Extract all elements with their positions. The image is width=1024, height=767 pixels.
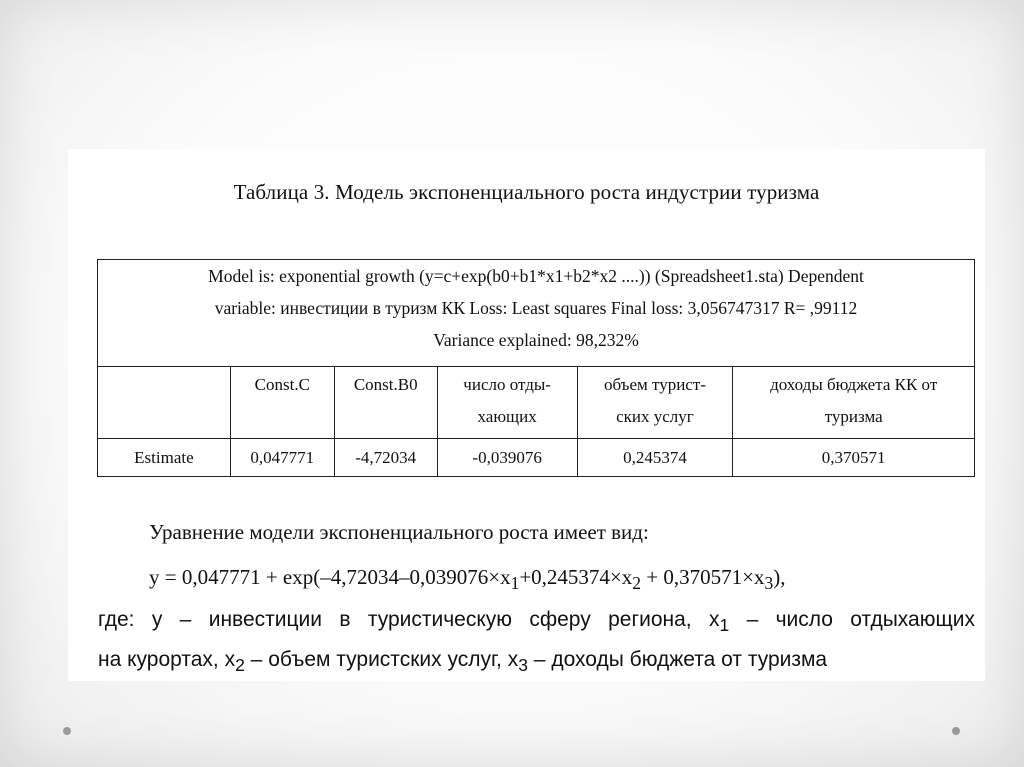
equation-text: ), — [773, 565, 786, 589]
column-header-text: ских услуг — [616, 407, 694, 426]
regression-results-table — [97, 259, 975, 477]
legend-text: – доходы бюджета от туризма — [527, 648, 828, 671]
estimate-value: 0,245374 — [577, 439, 733, 477]
equation-text: + 0,370571×x — [641, 565, 765, 589]
column-header-text: Const.B0 — [353, 375, 418, 394]
subscript: 3 — [518, 655, 528, 676]
subscript: 3 — [764, 573, 774, 594]
equation-text: y = 0,047771 + exp(–4,72034–0,039076×x — [149, 565, 511, 589]
equation-text: +0,245374×x — [519, 565, 633, 589]
slide-corner-dot — [952, 727, 960, 735]
model-equation — [149, 565, 785, 594]
model-summary-line: variable: инвестиции в туризм КК Loss: Least squares Final loss: 3,056747317 R= ,99112 — [214, 298, 858, 318]
document-image — [68, 149, 985, 681]
legend-text: – число отдыхающих — [729, 608, 975, 631]
estimate-row — [98, 439, 975, 477]
equation-intro: Уравнение модели экспоненциального роста имеет вид: — [149, 520, 649, 544]
subscript: 2 — [632, 573, 642, 594]
table-caption: Таблица 3. Модель экспоненциального роста индустрии туризма — [233, 180, 820, 204]
estimate-value: -4,72034 — [334, 439, 437, 477]
subscript: 1 — [719, 615, 730, 636]
variable-legend-line — [98, 648, 975, 676]
column-header-text: Const.C — [254, 375, 310, 394]
estimate-value: -0,039076 — [437, 439, 577, 477]
column-header-text: число отды- — [463, 375, 551, 394]
column-header-blank — [98, 367, 231, 439]
slide-corner-dot — [63, 727, 71, 735]
column-header-text: доходы бюджета КК от — [770, 375, 938, 394]
legend-text: на курортах, x — [98, 648, 236, 671]
model-summary-cell — [98, 260, 975, 367]
estimate-value: 0,370571 — [733, 439, 975, 477]
column-header-text: объем турист- — [603, 375, 706, 394]
column-header-const-c — [230, 367, 334, 439]
column-header-budget-income — [733, 367, 975, 439]
estimate-label: Estimate — [98, 439, 231, 477]
legend-text: – объем туристских услуг, x — [244, 648, 519, 671]
estimate-value: 0,047771 — [230, 439, 334, 477]
legend-text: где: y – инвестиции в туристическую сферу региона, x — [98, 608, 720, 631]
column-header-vacationers — [437, 367, 577, 439]
column-header-text: туризма — [824, 407, 883, 426]
model-summary-line: Variance explained: 98,232% — [433, 330, 639, 350]
column-header-services-volume — [577, 367, 733, 439]
model-summary-row — [98, 260, 975, 367]
subscript: 2 — [235, 655, 245, 676]
model-summary-line: Model is: exponential growth (y=c+exp(b0+b1*x1+b2*x2 ....)) (Spreadsheet1.sta) Dependent — [208, 266, 864, 286]
column-header-const-b0 — [334, 367, 437, 439]
column-header-text: хающих — [477, 407, 537, 426]
subscript: 1 — [510, 573, 520, 594]
variable-legend-line — [98, 608, 975, 636]
column-header-row — [98, 367, 975, 439]
